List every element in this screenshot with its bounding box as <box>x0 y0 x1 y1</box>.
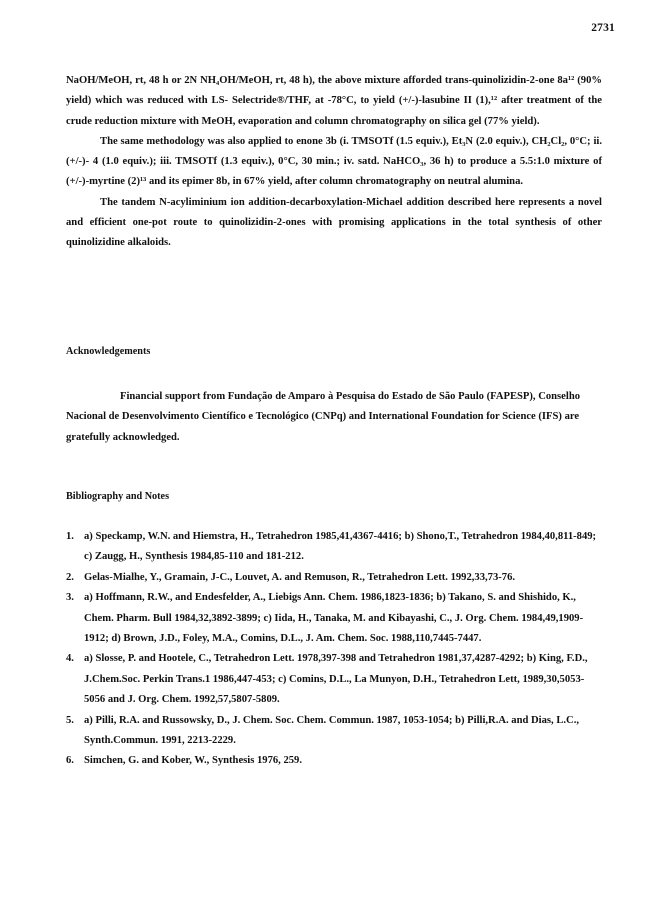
reference-number: 6. <box>66 755 74 767</box>
reference-text: a) Hoffmann, R.W., and Endesfelder, A., Liebigs Ann. Chem. 1986,1823-1836; b) Takano, S. and Shishido, K., Chem. Pharm. Bull 1984,32,3892-3899; c) Iida, H., Tanaka, M. and Kibayashi, C., J. Org. Chem. 1984,49,1909-1912; d) Brown, J.D., Foley, M.A., Comins, D.L., J. Am. Chem. Soc. 1988,110,7445-7447. <box>84 592 584 645</box>
body-text <box>66 71 602 254</box>
acknowledgements-heading: Acknowledgements <box>66 346 151 357</box>
paragraph-1: NaOH/MeOH, rt, 48 h or 2N NH₄OH/MeOH, rt, 48 h), the above mixture afforded trans-quinolizidin-2-one 8a¹² (90% yield) which was reduced with LS- Selectride®/THF, at -78°C, to yield (+/-)-lasubine II (1),¹² after treatment of the crude reduction mixture with MeOH, evaporation and column chromatography on silica gel (77% yield). <box>66 75 602 127</box>
acknowledgements-paragraph: Financial support from Fundação de Amparo à Pesquisa do Estado de São Paulo (FAPESP), Conselho Nacional de Desenvolvimento Científico e Tecnológico (CNPq) and International Foundation for Science (IFS) are gratefully acknowledged. <box>66 391 581 443</box>
paragraph-2: The same methodology was also applied to enone 3b (i. TMSOTf (1.5 equiv.), Et₃N (2.0 equiv.), CH₂Cl₂, 0°C; ii. (+/-)- 4 (1.0 equiv.); iii. TMSOTf (1.3 equiv.), 0°C, 30 min.; iv. satd. NaHCO₃, 36 h) to produce a 5.5:1.0 mixture of (+/-)-myrtine (2)¹³ and its epimer 8b, in 67% yield, after column chromatography on neutral alumina. <box>66 135 602 188</box>
reference-text: a) Slosse, P. and Hootele, C., Tetrahedron Lett. 1978,397-398 and Tetrahedron 1981,37,4287-4292; b) King, F.D., J.Chem.Soc. Perkin Trans.1 1986,447-453; c) Comins, D.L., La Munyon, D.H., Tetrahedron Lett, 1989,30,5053-5056 and J. Org. Chem. 1992,57,5807-5809. <box>84 653 588 706</box>
reference-number: 4. <box>66 653 74 665</box>
reference-text: Gelas-Mialhe, Y., Gramain, J-C., Louvet, A. and Remuson, R., Tetrahedron Lett. 1992,33,73-76. <box>84 571 516 583</box>
reference-number: 1. <box>66 531 74 542</box>
reference-number: 3. <box>66 592 74 604</box>
reference-text: Simchen, G. and Kober, W., Synthesis 1976, 259. <box>84 755 303 767</box>
reference-text: a) Pilli, R.A. and Russowsky, D., J. Chem. Soc. Chem. Commun. 1987, 1053-1054; b) Pilli,R.A. and Dias, L.C., Synth.Commun. 1991, 2213-2229. <box>84 714 580 747</box>
bibliography-heading: Bibliography and Notes <box>66 491 170 502</box>
acknowledgements-text <box>66 387 602 448</box>
reference-number: 5. <box>66 714 74 726</box>
reference-item <box>66 711 602 752</box>
reference-text: a) Speckamp, W.N. and Hiemstra, H., Tetrahedron 1985,41,4367-4416; b) Shono,T., Tetrahedron 1984,40,811-849; c) Zaugg, H., Synthesis 1984,85-110 and 181-212. <box>84 531 597 563</box>
reference-item <box>66 527 602 568</box>
reference-list <box>66 527 602 772</box>
reference-item <box>66 588 602 649</box>
reference-item <box>66 649 602 710</box>
reference-number: 2. <box>66 571 74 583</box>
page-number: 2731 <box>591 22 615 34</box>
reference-item <box>66 568 602 588</box>
paragraph-3: The tandem N-acyliminium ion addition-decarboxylation-Michael addition described here represents a novel and efficient one-pot route to quinolizidin-2-ones with promising applications in the total synthesis of other quinolizidine alkaloids. <box>66 196 602 249</box>
reference-item <box>66 751 602 771</box>
